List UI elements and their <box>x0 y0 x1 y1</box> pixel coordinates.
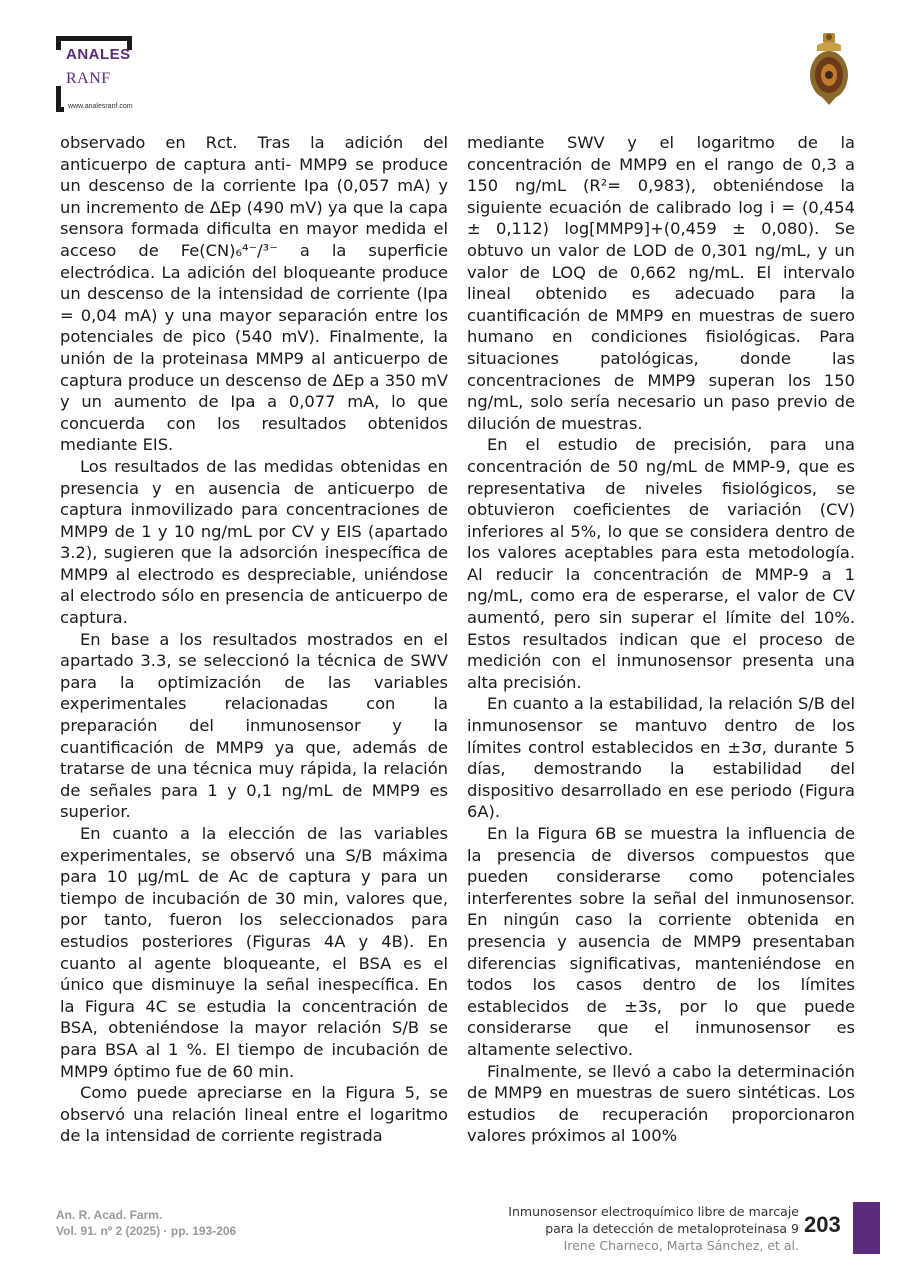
journal-logo <box>56 36 196 118</box>
journal-name: An. R. Acad. Farm. <box>56 1208 163 1222</box>
paragraph <box>467 823 855 1061</box>
logo-anales-text: ANALES <box>66 46 131 63</box>
logo-bracket-bottom <box>56 86 64 112</box>
paragraph <box>60 629 448 823</box>
right-column <box>467 132 855 1147</box>
paragraph-text: Como puede apreciarse en la Figura 5, se observó una relación lineal entre el logaritmo de la intensidad de corriente registrada <box>60 1083 448 1146</box>
paragraph-text: mediante SWV y el logaritmo de la concentración de MMP9 en el rango de 0,3 a 150 ng/mL (R²= 0,983), obteniéndose la siguiente ecuación de calibrado log i = (0,454 ± 0,112) log[MMP9]+(0,459 ± 0,080). Se obtuvo un valor de LOD de 0,301 ng/mL, y un valor de LOQ de 0,662 ng/mL. El intervalo lineal obtenido es adecuado para la cuantificación de MMP9 en muestras de suero humano en condiciones fisiológicas. Para situaciones patológicas, donde las concentraciones de MMP9 superan los 150 ng/mL, solo sería necesario un paso previo de dilución de muestras. <box>467 133 855 433</box>
journal-citation <box>56 1207 236 1239</box>
paragraph <box>60 1082 448 1147</box>
paragraph-text: Los resultados de las medidas obtenidas en presencia y en ausencia de anticuerpo de captura inmovilizado para concentraciones de MMP9 de 1 y 10 ng/mL por CV y EIS (apartado 3.2), sugieren que la adsorción inespecífica de MMP9 al electrodo es despreciable, uniéndose al electrodo sólo en presencia de anticuerpo de captura. <box>60 456 448 628</box>
paragraph-text: En cuanto a la elección de las variables experimentales, se observó una S/B máxima para 10 µg/mL de Ac de captura y para un tiempo de incubación de 30 min, valores que, por tanto, fueron los seleccionados para estudios posteriores (Figuras 4A y 4B). En cuanto al agente bloqueante, el BSA es el único que disminuye la señal inespecífica. En la Figura 4C se estudia la concentración de BSA, obteniéndose la mayor relación S/B se para BSA al 1 %. El tiempo de incubación de MMP9 óptimo fue de 60 min. <box>60 824 448 1081</box>
paragraph-text: En el estudio de precisión, para una concentración de 50 ng/mL de MMP-9, que es representativa de niveles fisiológicos, se obtuvieron coeficientes de variación (CV) inferiores al 5%, lo que se considera dentro de los valores aceptables para esta metodología. Al reducir la concentración de MMP-9 a 1 ng/mL, como era de esperarse, el valor de CV aumentó, pero sin superar el límite del 10%. Estos resultados indican que el proceso de medición con el inmunosensor presenta una alta precisión. <box>467 435 855 692</box>
left-column <box>60 132 448 1147</box>
paragraph <box>467 132 855 434</box>
paragraph <box>60 456 448 629</box>
running-title-line1: Inmunosensor electroquímico libre de marcaje <box>508 1204 799 1219</box>
paragraph-text: Finalmente, se llevó a cabo la determinación de MMP9 en muestras de suero sintéticas. Los estudios de recuperación proporcionaron valores próximos al 100% <box>467 1061 855 1146</box>
paragraph <box>467 693 855 823</box>
paragraph <box>60 823 448 1082</box>
crest-icon <box>808 33 850 105</box>
paragraph-text: En base a los resultados mostrados en el apartado 3.3, se seleccionó la técnica de SWV para la optimización de las variables experimentales relacionadas con la preparación del inmunosensor y la cuantificación de MMP9 ya que, además de tratarse de una técnica muy rápida, la relación de señales para 1 y 0,1 ng/mL de MMP9 es superior. <box>60 629 448 822</box>
running-title <box>508 1203 799 1254</box>
paragraph-text: observado en Rct. Tras la adición del anticuerpo de captura anti- MMP9 se produce un descenso de la corriente Ipa (0,057 mA) y un incremento de ΔEp (490 mV) ya que la capa sensora formada dificulta en mayor medida el acceso de Fe(CN)₆⁴⁻/³⁻ a la superficie electródica. La adición del bloqueante produce un descenso de la intensidad de corriente (Ipa = 0,04 mA) y una mayor separación entre los potenciales de pico (540 mV). Finalmente, la unión de la proteinasa MMP9 al anticuerpo de captura produce un descenso de ΔEp a 350 mV y un aumento de Ipa a 0,077 mA, lo que concuerda con los resultados obtenidos mediante EIS. <box>60 133 448 455</box>
page-number: 203 <box>804 1212 841 1237</box>
paragraph <box>467 1061 855 1147</box>
paragraph <box>60 132 448 456</box>
running-authors: Irene Charneco, Marta Sánchez, et al. <box>563 1238 799 1253</box>
accent-bar <box>853 1202 880 1254</box>
running-title-line2: para la detección de metaloproteinasa 9 <box>545 1221 799 1236</box>
paragraph-text: En la Figura 6B se muestra la influencia de la presencia de diversos compuestos que pueden considerarse como potenciales interferentes sobre la señal del inmunosensor. En ningún caso la corriente obtenida en presencia y ausencia de MMP9 presentaban diferencias significativas, manteniéndose en todos los casos dentro de los límites establecidos de ±3s, por lo que puede considerarse que el inmunosensor es altamente selectivo. <box>467 824 855 1059</box>
paragraph <box>467 434 855 693</box>
journal-volume: Vol. 91. nº 2 (2025) · pp. 193-206 <box>56 1224 237 1238</box>
paragraph-text: En cuanto a la estabilidad, la relación S/B del inmunosensor se mantuvo dentro de los límites control establecidos en ±3σ, durante 5 días, demostrando la estabilidad del dispositivo desarrollado en ese periodo (Figura 6A). <box>467 694 855 822</box>
logo-url: www.analesranf.com <box>68 103 133 110</box>
logo-ranf-text: RANF <box>66 70 111 87</box>
